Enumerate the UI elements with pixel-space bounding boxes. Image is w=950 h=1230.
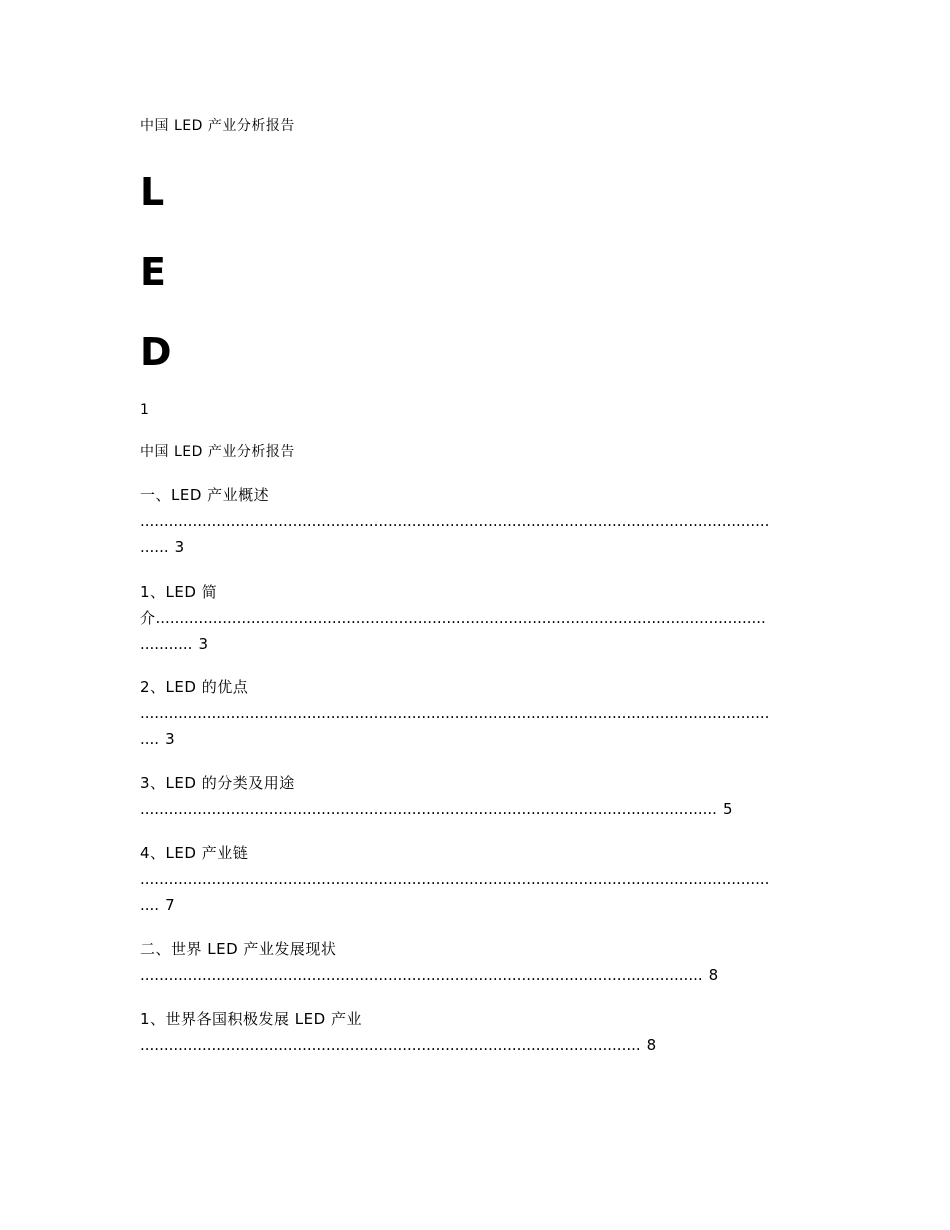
toc-leader-dots: ...................................................................................................................... bbox=[140, 966, 703, 984]
toc-entry[interactable] bbox=[140, 1006, 810, 1058]
toc-entry[interactable] bbox=[140, 770, 810, 822]
running-header: 中国 LED 产业分析报告 bbox=[140, 118, 295, 134]
toc-leader-dots: .................................................................................................................................... bbox=[140, 512, 770, 530]
page-number: 1 bbox=[140, 402, 149, 418]
toc-entry-page: 5 bbox=[722, 800, 733, 818]
toc-entry-page: 8 bbox=[646, 1036, 657, 1054]
toc-entry[interactable] bbox=[140, 482, 810, 560]
toc-entry-page: 8 bbox=[708, 966, 719, 984]
toc-entry-page: 3 bbox=[165, 730, 176, 748]
toc-leader-dots: ................................................................................................................................ bbox=[155, 609, 766, 627]
toc-entry[interactable] bbox=[140, 840, 810, 918]
toc-entry[interactable] bbox=[140, 674, 810, 752]
toc-leader-dots: .................................................................................................................................... bbox=[140, 870, 770, 888]
toc-entry-page: 7 bbox=[165, 896, 176, 914]
toc-leader-dots: .... bbox=[140, 730, 160, 748]
toc-entry-title-tail: 介 bbox=[140, 609, 156, 627]
toc-entry[interactable] bbox=[140, 579, 810, 657]
title-letter-l: L bbox=[140, 170, 165, 214]
title-letter-e: E bbox=[140, 250, 166, 294]
toc-leader-dots: ........... bbox=[140, 635, 193, 653]
toc-entry-title: 1、LED 简 bbox=[140, 583, 218, 601]
toc-entry-title: 二、世界 LED 产业发展现状 bbox=[140, 940, 337, 958]
toc-leader-dots: ......................................................................................................... bbox=[140, 1036, 641, 1054]
toc-entry-title: 1、世界各国积极发展 LED 产业 bbox=[140, 1010, 362, 1028]
toc-leader-dots: ...... bbox=[140, 538, 169, 556]
toc-entry-page: 3 bbox=[198, 635, 209, 653]
toc-leader-dots: .... bbox=[140, 896, 160, 914]
toc-entry-title: 4、LED 产业链 bbox=[140, 844, 249, 862]
toc-leader-dots: ......................................................................................................................... bbox=[140, 800, 717, 818]
toc-entry-title: 2、LED 的优点 bbox=[140, 678, 249, 696]
toc-entry-title: 3、LED 的分类及用途 bbox=[140, 774, 295, 792]
toc-entry[interactable] bbox=[140, 936, 810, 988]
toc-entry-title: 一、LED 产业概述 bbox=[140, 486, 270, 504]
running-header-2: 中国 LED 产业分析报告 bbox=[140, 444, 295, 460]
title-letter-d: D bbox=[140, 330, 172, 374]
toc-entry-page: 3 bbox=[174, 538, 185, 556]
toc-leader-dots: .................................................................................................................................... bbox=[140, 704, 770, 722]
